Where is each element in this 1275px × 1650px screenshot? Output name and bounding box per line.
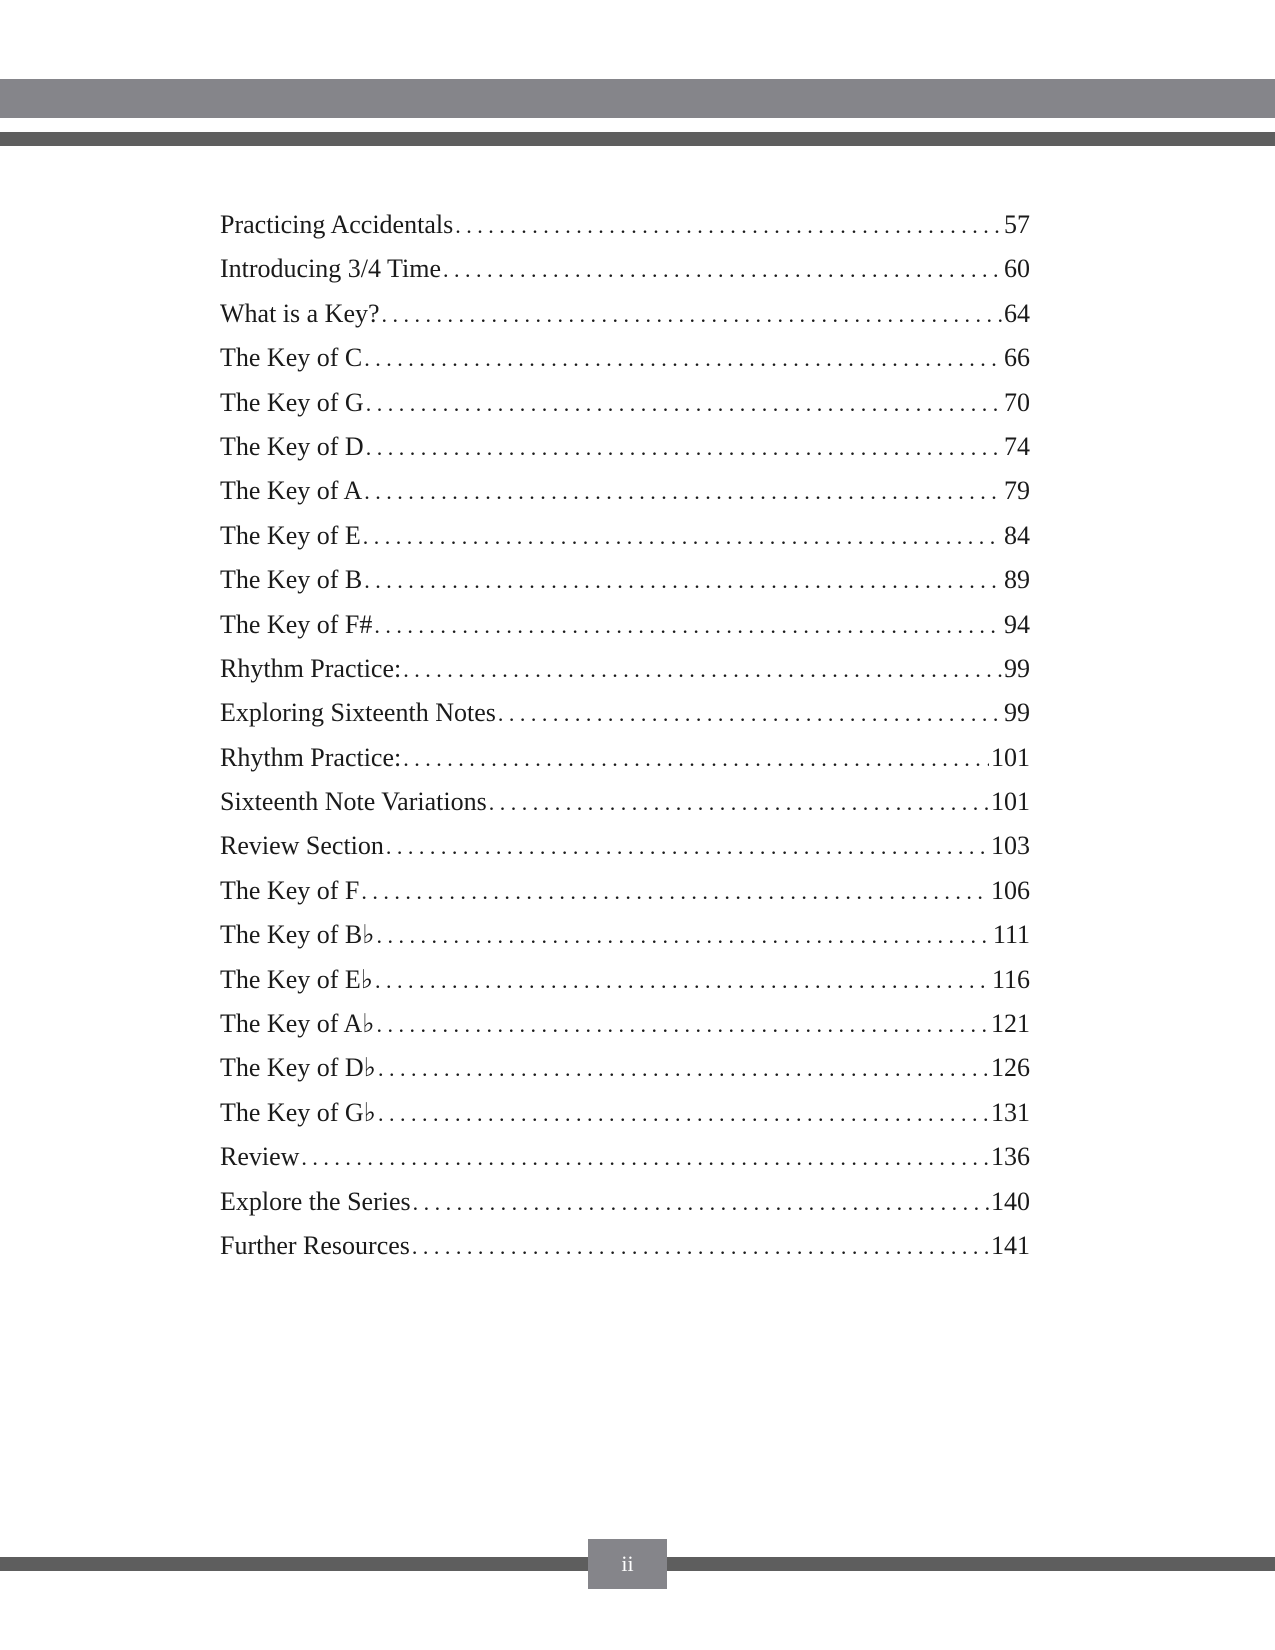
toc-entry-title: Introducing 3/4 Time (220, 254, 442, 284)
toc-entry[interactable] (220, 1224, 1030, 1268)
toc-entry-page: 94 (1004, 609, 1030, 639)
toc-entry-title: The Key of B♭ (220, 920, 375, 950)
toc-entry-page: 131 (991, 1097, 1030, 1127)
toc-entry[interactable] (220, 336, 1030, 380)
toc-entry[interactable] (220, 1135, 1030, 1179)
dot-leader (377, 1003, 989, 1047)
toc-entry-page: 101 (991, 742, 1030, 772)
toc-entry-title: The Key of E (220, 520, 361, 550)
toc-entry-page: 121 (991, 1009, 1030, 1039)
toc-entry-title: Practicing Accidentals (220, 210, 454, 239)
page-number: ii (588, 1539, 667, 1589)
toc-entry-page: 116 (991, 964, 1030, 994)
toc-entry[interactable] (220, 913, 1030, 957)
toc-entry-title: The Key of B (220, 565, 363, 595)
toc-entry[interactable] (220, 1002, 1030, 1046)
dot-leader (301, 1136, 989, 1180)
toc-entry-title: The Key of E♭ (220, 964, 374, 994)
table-of-contents (220, 203, 1030, 1268)
header-band (0, 79, 1275, 118)
toc-entry-page: 141 (991, 1230, 1030, 1260)
toc-entry-page: 99 (1004, 698, 1030, 728)
dot-leader (498, 692, 1002, 736)
dot-leader (378, 1092, 989, 1136)
dot-leader (489, 781, 989, 825)
toc-entry-page: 89 (1004, 565, 1030, 595)
toc-entry-page: 84 (1004, 520, 1030, 550)
toc-entry-title: What is a Key? (220, 298, 380, 328)
dot-leader (455, 204, 1002, 248)
dot-leader (363, 515, 1002, 559)
dot-leader (364, 470, 1002, 514)
toc-entry-title: The Key of A (220, 476, 363, 506)
toc-entry-title: The Key of D♭ (220, 1053, 376, 1083)
toc-entry[interactable] (220, 203, 1030, 247)
toc-entry[interactable] (220, 780, 1030, 824)
dot-leader (374, 604, 1002, 648)
toc-entry-page: 126 (991, 1053, 1030, 1083)
toc-entry[interactable] (220, 603, 1030, 647)
dot-leader (378, 1047, 989, 1091)
toc-entry-page: 60 (1004, 254, 1030, 284)
toc-entry-page: 103 (991, 831, 1030, 861)
toc-entry-page: 79 (1004, 476, 1030, 506)
dot-leader (403, 648, 1002, 692)
toc-entry-title: Rhythm Practice: (220, 653, 402, 683)
toc-entry[interactable] (220, 736, 1030, 780)
toc-entry-page: 106 (991, 875, 1030, 905)
toc-entry-page: 111 (992, 920, 1030, 950)
toc-entry[interactable] (220, 1091, 1030, 1135)
toc-entry-title: The Key of C (220, 343, 363, 373)
toc-entry-page: 66 (1004, 343, 1030, 373)
toc-entry[interactable] (220, 292, 1030, 336)
dot-leader (364, 559, 1002, 603)
toc-entry-title: Review Section (220, 831, 384, 861)
dot-leader (413, 1181, 989, 1225)
header-rule (0, 132, 1275, 146)
toc-entry-title: Exploring Sixteenth Notes (220, 698, 496, 728)
toc-entry[interactable] (220, 514, 1030, 558)
dot-leader (366, 426, 1002, 470)
toc-entry-page: 70 (1004, 387, 1030, 417)
toc-entry-title: Rhythm Practice: (220, 742, 402, 772)
toc-entry-page: 136 (991, 1142, 1030, 1172)
toc-entry-page: 64 (1004, 298, 1030, 328)
toc-entry[interactable] (220, 869, 1030, 913)
toc-entry-title: The Key of A♭ (220, 1009, 375, 1039)
toc-entry[interactable] (220, 1180, 1030, 1224)
toc-entry-title: Explore the Series (220, 1186, 411, 1216)
toc-entry-page: 74 (1004, 431, 1030, 461)
toc-entry-title: Review (220, 1142, 300, 1172)
toc-entry-page: 101 (991, 787, 1030, 817)
toc-entry[interactable] (220, 691, 1030, 735)
dot-leader (386, 825, 989, 869)
dot-leader (361, 870, 989, 914)
dot-leader (375, 959, 990, 1003)
toc-entry[interactable] (220, 558, 1030, 602)
toc-entry[interactable] (220, 958, 1030, 1002)
toc-entry[interactable] (220, 1046, 1030, 1090)
toc-entry-page: 99 (1004, 653, 1030, 683)
toc-entry-title: Sixteenth Note Variations (220, 787, 487, 817)
toc-entry-title: The Key of F# (220, 609, 373, 639)
toc-entry-page: 57 (1004, 210, 1030, 239)
toc-entry[interactable] (220, 647, 1030, 691)
toc-entry[interactable] (220, 824, 1030, 868)
toc-entry-title: The Key of G (220, 387, 364, 417)
dot-leader (366, 382, 1002, 426)
toc-entry[interactable] (220, 247, 1030, 291)
dot-leader (364, 337, 1002, 381)
dot-leader (412, 1225, 989, 1269)
toc-entry-title: The Key of G♭ (220, 1097, 376, 1127)
toc-entry-title: The Key of F (220, 875, 360, 905)
toc-entry[interactable] (220, 469, 1030, 513)
toc-entry[interactable] (220, 381, 1030, 425)
dot-leader (403, 737, 989, 781)
dot-leader (443, 248, 1002, 292)
toc-entry-title: Further Resources (220, 1230, 410, 1260)
dot-leader (382, 293, 1002, 337)
dot-leader (377, 914, 991, 958)
toc-entry-title: The Key of D (220, 431, 364, 461)
toc-entry[interactable] (220, 425, 1030, 469)
toc-entry-page: 140 (991, 1186, 1030, 1216)
